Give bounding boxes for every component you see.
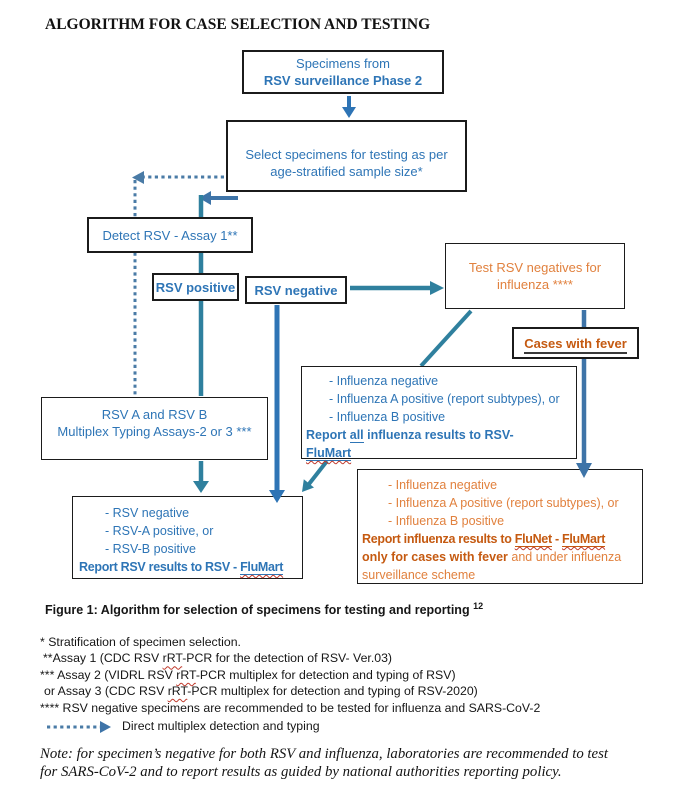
report-text: Report RSV results to RSV - <box>79 560 241 574</box>
footnote-text: -PCR for the detection of RSV- Ver.03) <box>182 651 393 666</box>
influenza-fever-item: - Influenza B positive <box>388 514 505 528</box>
footnote-sars: **** RSV negative specimens are recommended to be tested for influenza and SARS-CoV-2 <box>40 700 541 715</box>
influenza-item: - Influenza A positive (report subtypes), or <box>329 392 560 406</box>
box-rsv-positive <box>152 273 239 301</box>
footnote-text: *** Assay 2 (VIDRL RSV <box>40 667 177 682</box>
figure-caption-superscript: 12 <box>473 601 484 611</box>
box-multiplex-line2: Multiplex Typing Assays-2 or 3 *** <box>57 423 252 439</box>
box-rsv-negative <box>245 276 347 304</box>
report-text-underlined: all <box>349 428 364 442</box>
arrowhead-negative-to-test <box>430 281 444 295</box>
line-influenza-to-report <box>309 461 327 484</box>
box-influenza-fever-report <box>357 469 643 584</box>
box-specimens <box>242 50 444 94</box>
arrowhead-multiplex-to-report <box>193 481 209 493</box>
footnotes <box>40 634 540 716</box>
note-line1: Note: for specimen’s negative for both RSV and influenza, laboratories are recommended to test <box>40 746 608 762</box>
influenza-fever-item: - Influenza negative <box>388 478 498 492</box>
legend-label: Direct multiplex detection and typing <box>122 719 320 733</box>
flumart-link-text: FluMart <box>306 446 352 460</box>
flumart-link-text: FluMart <box>562 532 606 546</box>
box-detect-rsv <box>87 217 253 253</box>
report-text: Report influenza results to <box>362 532 515 546</box>
box-rsv-report <box>72 496 303 579</box>
figure-caption-text: Figure 1: Algorithm for selection of specimens for testing and reporting <box>45 603 474 618</box>
box-cases-with-fever <box>512 327 639 359</box>
arrowhead-elbow-left <box>199 191 211 205</box>
report-text: Report <box>306 428 350 442</box>
legend-arrowhead <box>100 721 111 733</box>
box-test-influenza-line1: Test RSV negatives for <box>468 260 602 275</box>
influenza-item: - Influenza negative <box>329 374 439 388</box>
page-title: ALGORITHM FOR CASE SELECTION AND TESTING <box>45 16 431 33</box>
box-multiplex-line1: RSV A and RSV B <box>101 406 208 422</box>
footnote-text: or Assay 3 (CDC RSV <box>44 684 168 699</box>
report-text: - <box>551 532 563 546</box>
report-text: and under influenza <box>507 550 622 564</box>
line-test-to-influenza-results <box>421 311 471 366</box>
box-rsv-positive-label: RSV positive <box>155 279 236 295</box>
footnote-rrt: rRT <box>162 651 183 666</box>
arrowhead-dotted-left <box>132 171 144 184</box>
footnote-text: -PCR multiplex for detection and typing of RSV) <box>195 667 456 682</box>
box-select-line1: Select specimens for testing as per <box>245 147 448 162</box>
report-text: influenza results to RSV- <box>363 428 514 442</box>
rsv-report-item: - RSV-A positive, or <box>105 524 214 538</box>
box-multiplex-typing <box>41 397 268 460</box>
box-test-influenza-line2: influenza **** <box>497 277 573 292</box>
box-cases-with-fever-label: Cases with fever <box>524 336 627 354</box>
figure-caption <box>45 601 483 617</box>
box-rsv-negative-label: RSV negative <box>254 282 338 298</box>
box-influenza-results <box>301 366 577 459</box>
arrowhead-specimens-to-select <box>342 107 356 118</box>
report-text-bold: only for cases with fever <box>362 550 508 564</box>
box-test-influenza <box>445 243 625 309</box>
influenza-fever-item: - Influenza A positive (report subtypes), or <box>388 496 619 510</box>
legend-dotted-arrow-icon <box>45 719 117 735</box>
rsv-report-item: - RSV-B positive <box>105 542 197 556</box>
box-specimens-line1: Specimens from <box>296 56 390 71</box>
box-specimens-line2: RSV surveillance Phase 2 <box>263 73 423 88</box>
footnote-rrt: rRT <box>167 684 188 699</box>
footnote-rrt: rRT <box>176 667 196 682</box>
footnote-text: -PCR multiplex for detection and typing of RSV-2020) <box>187 684 478 699</box>
footnote-assay2 <box>40 667 540 683</box>
flunet-link-text: FluNet <box>514 532 552 546</box>
note-text <box>40 746 608 781</box>
box-select-line2: age-stratified sample size* <box>270 164 423 179</box>
arrowhead-influenza-to-report <box>302 479 314 492</box>
footnote-assay3 <box>40 683 540 699</box>
footnote-stratification: * Stratification of specimen selection. <box>40 635 241 649</box>
note-line2: for SARS-CoV-2 and to report results as guided by national authorities reporting policy. <box>40 763 562 780</box>
rsv-report-item: - RSV negative <box>105 506 190 520</box>
footnote-text: **Assay 1 (CDC RSV <box>43 651 163 666</box>
box-select-specimens <box>226 120 467 192</box>
footnote-assay1 <box>40 650 540 666</box>
report-text: surveillance scheme <box>362 568 476 582</box>
flumart-link-text: FluMart <box>240 560 284 574</box>
influenza-item: - Influenza B positive <box>329 410 446 424</box>
box-detect-label: Detect RSV - Assay 1** <box>102 227 238 243</box>
